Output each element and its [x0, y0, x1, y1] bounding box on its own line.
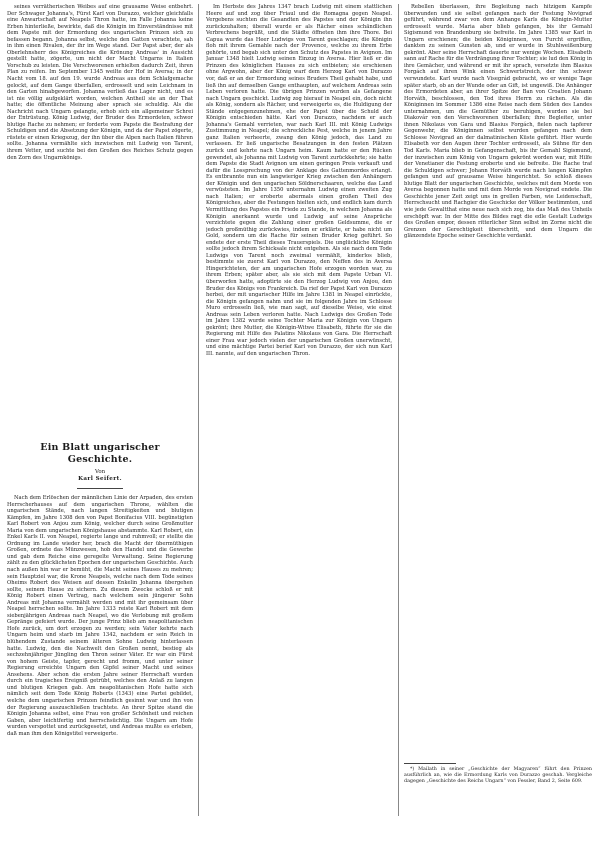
column-right [404, 4, 592, 818]
article-body-right [404, 4, 592, 760]
footnote [404, 767, 592, 785]
byline-von: Von [94, 469, 106, 475]
column-left-continuation [7, 4, 193, 436]
header-divider [77, 488, 123, 489]
column-left [7, 4, 193, 818]
article-paragraph: Nach dem Erlöschen der männlichen Linie der Arpaden, des ersten Herrscherhauses auf dem ungarischen Throne, wählten die ungarischen Stände, nach langen Streitigkeiten und blutigen Kämpfen, im Jahre 1308 den von Papst Bonifacius VIII. begünstigten Karl Robert von Anjou zum König, welcher durch seine Großmutter Maria von dem ungarischen Königshause abstammte. Karl Robert, ein Enkel Karls II. von Neapel, regierte lange und ruhmvoll; er stellte die Ordnung im Lande wieder her, brach die Macht der übermüthigen Großen, ordnete das Münzwesen, hob den Handel und die Gewerbe und gab dem Reiche eine geregelte Verwaltung. Seine Regierung zählt zu den glücklichsten Epochen der ungarischen Geschichte. Auch nach außen hin war er bemüht, die Macht seines Hauses zu mehren; sein Hauptziel war, die Krone Neapels, welche nach dem Tode seines Oheims Robert des Weisen auf dessen Enkelin Johanna übergehen sollte, seinem Hause zu sichern. Zu diesem Zwecke schloß er mit König Robert einen Vertrag, nach welchem sein jüngerer Sohn Andreas mit Johanna vermählt werden und mit ihr gemeinsam über Neapel herrschen sollte. Im Jahre 1333 reiste Karl Robert mit dem siebenjährigen Andreas nach Neapel, wo die Verlobung mit großem Gepränge gefeiert wurde. Der junge Prinz blieb am neapolitanischen Hofe zurück, um dort erzogen zu werden; sein Vater kehrte nach Ungarn heim und starb im Jahre 1342, nachdem er sein Reich in blühendem Zustande seinem älteren Sohne Ludwig hinterlassen hatte. Ludwig, den die Nachwelt den Großen nennt, bestieg als sechzehnjähriger Jüngling den Thron seiner Väter. Er war ein Fürst von hohem Geiste, tapfer, gerecht und fromm, und unter seiner Regierung erreichte Ungarn den Gipfel seiner Macht und seines Ansehens. Aber schon die ersten Jahre seiner Herrschaft wurden durch ein tragisches Ereigniß getrübt, welches den Anlaß zu langen und blutigen Kriegen gab. Am neapolitanischen Hofe hatte sich nämlich seit dem Tode König Roberts (1343) eine Partei gebildet, welche dem ungarischen Prinzen feindlich gesinnt war und ihn von der Regierung auszuschließen trachtete. An ihrer Spitze stand die Königin Johanna selbst, eine Frau von großer Schönheit und reichen Gaben, aber leichtfertig und herrschsüchtig. Die Ungarn am Hofe wurden verspottet und zurückgesetzt, und Andreas mußte es erleben, daß man ihm den Königstitel verweigerte. [7, 495, 193, 737]
article-header [7, 442, 193, 489]
footnote-text: *) Mailath in seiner „Geschichte der Magyaren“ führt den Prinzen ausführlich an, wie die Ermordung Karls von Durazzo geschah. Vergleiche dagegen „Geschichte des Reichs Ungarn“ von Fessler, Band 2, Seite 609. [404, 767, 592, 784]
continuation-text: seines verrätherischen Weibes auf eine grausame Weise entbehrt. Der Schwager Johanna's, Fürst Karl von Durazzo, welcher gleichfalls eine Anwartschaft auf Neapels Thron hatte, im Falle Johanna keine Erben hinterließe, bewirkte, daß die Königin im Einverständnisse mit dem Papste mit der Ermordung des ungarischen Prinzen sich zu befassen begann. Johanna selbst, welche den Gatten verachtete, sah in ihm einen Rivalen, der ihr im Wege stand. Der Papst aber, der als Oberlehnsherr des Königreiches die Krönung Andreas' in Aussicht gestellt hatte, zögerte, um nicht der Macht Ungarns in Italien Vorschub zu leisten. Die Verschworenen erhielten dadurch Zeit, ihren Plan zu reifen. Im September 1345 weilte der Hof in Aversa; in der Nacht vom 18. auf den 19. wurde Andreas aus dem Schlafgemache gelockt, auf dem Gange überfallen, erdrosselt und sein Leichnam in den Garten hinabgeworfen. Johanna verließ das Lager nicht, und es ist nie völlig aufgeklärt worden, welchen Antheil sie an der That hatte; die öffentliche Meinung aber sprach sie schuldig. Als die Nachricht nach Ungarn gelangte, erhob sich ein allgemeiner Schrei der Entrüstung. König Ludwig, der Bruder des Ermordeten, schwor blutige Rache zu nehmen; er forderte vom Papste die Bestrafung der Schuldigen und die Absetzung der Königin, und da der Papst zögerte, rüstete er einen Kriegszug, der ihn über die Alpen nach Italien führen sollte. Johanna vermählte sich inzwischen mit Ludwig von Tarent, ihrem Vetter, und suchte bei den Großen des Reiches Schutz gegen den Zorn des Ungarnkönigs. [7, 4, 193, 161]
article-paragraph: Im Herbste des Jahres 1347 brach Ludwig mit einem stattlichen Heere auf und zog über Friaul und die Romagna gegen Neapel. Vergebens suchten die Gesandten des Papstes und der Königin ihn zurückzuhalten; überall wurde er als Rächer eines schändlichen Verbrechens begrüßt, und die Städte öffneten ihm ihre Thore. Bei Capua wurde das Heer Ludwigs von Tarent geschlagen; die Königin floh mit ihrem Gemahle nach der Provence, welche zu ihrem Erbe gehörte, und begab sich unter den Schutz des Papstes in Avignon. Im Januar 1348 hielt Ludwig seinen Einzug in Aversa. Hier ließ er die Prinzen des königlichen Hauses zu sich entbieten; sie erschienen ohne Argwohn, aber der König warf dem Herzog Karl von Durazzo vor, daß er an der Ermordung seines Bruders Theil gehabt habe, und ließ ihn auf demselben Gange enthaupten, auf welchem Andreas sein Leben verloren hatte. Die übrigen Prinzen wurden als Gefangene nach Ungarn geschickt. Ludwig zog hierauf in Neapel ein, doch nicht als König, sondern als Rächer, und verweigerte es, die Huldigung der Stände entgegenzunehmen, ehe der Papst über die Schuld der Königin entschieden hätte. Karl von Durazzo, nachdem er auch Johanna's Gemahl verrieten, war nach Karl III. mit König Ludwigs Zustimmung in Neapel; die schreckliche Pest, welche in jenem Jahre ganz Italien verheerte, zwang den König jedoch, das Land zu verlassen. Er ließ ungarische Besatzungen in den festen Plätzen zurück und kehrte nach Ungarn heim. Kaum hatte er den Rücken gewendet, als Johanna mit Ludwig von Tarent zurückkehrte; sie hatte dem Papste die Stadt Avignon um einen geringen Preis verkauft und dafür die Lossprechung von der Anklage des Gattenmordes erlangt. Es entbrannte nun ein langwieriger Krieg zwischen den Anhängern der Königin und den ungarischen Söldnerschaaren, welche das Land verwüsteten. Im Jahre 1350 unternahm Ludwig einen zweiten Zug nach Italien; er eroberte abermals einen großen Theil des Königreiches, aber die Festungen hielten sich, und endlich kam durch Vermittlung des Papstes ein Friede zu Stande, in welchem Johanna als Königin anerkannt wurde und Ludwig auf seine Ansprüche verzichtete gegen die Zahlung einer großen Geldsumme, die er jedoch großmüthig zurückwies, indem er erklärte, er habe nicht um Gold, sondern um die Rache für seinen Bruder Krieg geführt. So endete der erste Theil dieses Trauerspiels. Die unglückliche Königin sollte jedoch ihrem Schicksale nicht entgehen. Als sie nach dem Tode Ludwigs von Tarent noch zweimal vermählt, kinderlos blieb, bestimmte sie zuerst Karl von Durazzo, den Neffen des in Aversa Hingerichteten, der am ungarischen Hofe erzogen worden war, zu ihrem Erben; später aber, als sie sich mit dem Papste Urban VI. überworfen hatte, adoptirte sie den Herzog Ludwig von Anjou, den Bruder des Königs von Frankreich. Da rief der Papst Karl von Durazzo herbei, der mit ungarischer Hilfe im Jahre 1381 in Neapel einrückte, die Königin gefangen nahm und sie im folgenden Jahre im Schlosse Muro erdrosseln ließ, wie man sagt, auf dieselbe Weise, wie einst Andreas sein Leben verloren hatte. Nach Ludwigs des Großen Tode im Jahre 1382 wurde seine Tochter Maria zur Königin von Ungarn gekrönt; ihre Mutter, die Königin-Witwe Elisabeth, führte für sie die Regierung mit Hilfe des Palatins Nikolaus von Gara. Die Herrschaft einer Frau war jedoch vielen der ungarischen Großen unerwünscht, und eine mächtige Partei berief Karl von Durazzo, der sich nun Karl III. nannte, auf den ungarischen Thron. [206, 4, 392, 357]
article-title: Ein Blatt ungarischer Geschichte. [40, 442, 160, 465]
article-author: Karl Seifert. [78, 476, 122, 482]
article-body-middle [206, 4, 392, 816]
article-body-left [7, 495, 193, 855]
column-divider [198, 4, 199, 816]
column-middle [206, 4, 392, 816]
footnote-divider [404, 763, 456, 764]
article-paragraph: Rebellen überlassen, ihre Begleitung nach hitzigem Kampfe überwunden und sie selbst gefangen nach der Festung Novigrad geführt, während zwar von dem Anhange Karls die Königin-Mutter erdrosselt wurde. Maria aber blieb gefangen, bis ihr Gemahl Sigismund von Brandenburg sie befreite. Im Jahre 1385 war Karl in Ungarn erschienen; die beiden Königinnen, von Furcht ergriffen, dankten zu seinen Gunsten ab, und er wurde in Stuhlweißenburg gekrönt. Aber seine Herrschaft dauerte nur wenige Wochen. Elisabeth sann auf Rache für die Verdrängung ihrer Tochter; sie lud den König in ihre Gemächer, und während er mit ihr sprach, versetzte ihm Blasius Forgách auf ihren Wink einen Schwertstreich, der ihn schwer verwundete. Karl wurde nach Visegrád gebracht, wo er wenige Tage später starb, ob an der Wunde oder an Gift, ist ungewiß. Die Anhänger des Ermordeten aber, an ihrer Spitze der Ban von Croatien Johann Horváth, beschlossen, den Tod ihres Herrn zu rächen. Als die Königinnen im Sommer 1386 eine Reise nach dem Süden des Landes unternahmen, um die Gemüther zu beruhigen, wurden sie bei Diakovár von den Verschworenen überfallen; ihre Begleiter, unter ihnen Nikolaus von Gara und Blasius Forgách, fielen nach tapferer Gegenwehr, die Königinnen selbst wurden gefangen nach dem Schlosse Novigrad an der dalmatinischen Küste geführt. Hier wurde Elisabeth vor den Augen ihrer Tochter erdrosselt, als Sühne für den Tod Karls. Maria blieb in Gefangenschaft, bis ihr Gemahl Sigismund, der inzwischen zum König von Ungarn gekrönt worden war, mit Hilfe der Venetianer die Festung eroberte und sie befreite. Die Rache traf die Schuldigen schwer; Johann Horváth wurde nach langen Kämpfen gefangen und auf grausame Weise hingerichtet. So schloß dieses blutige Blatt der ungarischen Geschichte, welches mit dem Morde von Aversa begonnen hatte und mit dem Morde von Novigrad endete. Die Geschichte jener Zeit zeigt uns in grellen Farben, wie Leidenschaft, Herrschsucht und Rachgier die Geschicke der Völker bestimmten, und wie jede Gewaltthat eine neue nach sich zog, bis das Maß des Unheils erschöpft war. In der Mitte des Bildes ragt die edle Gestalt Ludwigs des Großen empor, dessen ritterlicher Sinn selbst im Zorne nicht die Grenzen der Gerechtigkeit überschritt, und dem Ungarn die glänzendste Epoche seiner Geschichte verdankt. [404, 4, 592, 240]
column-divider [398, 4, 399, 816]
